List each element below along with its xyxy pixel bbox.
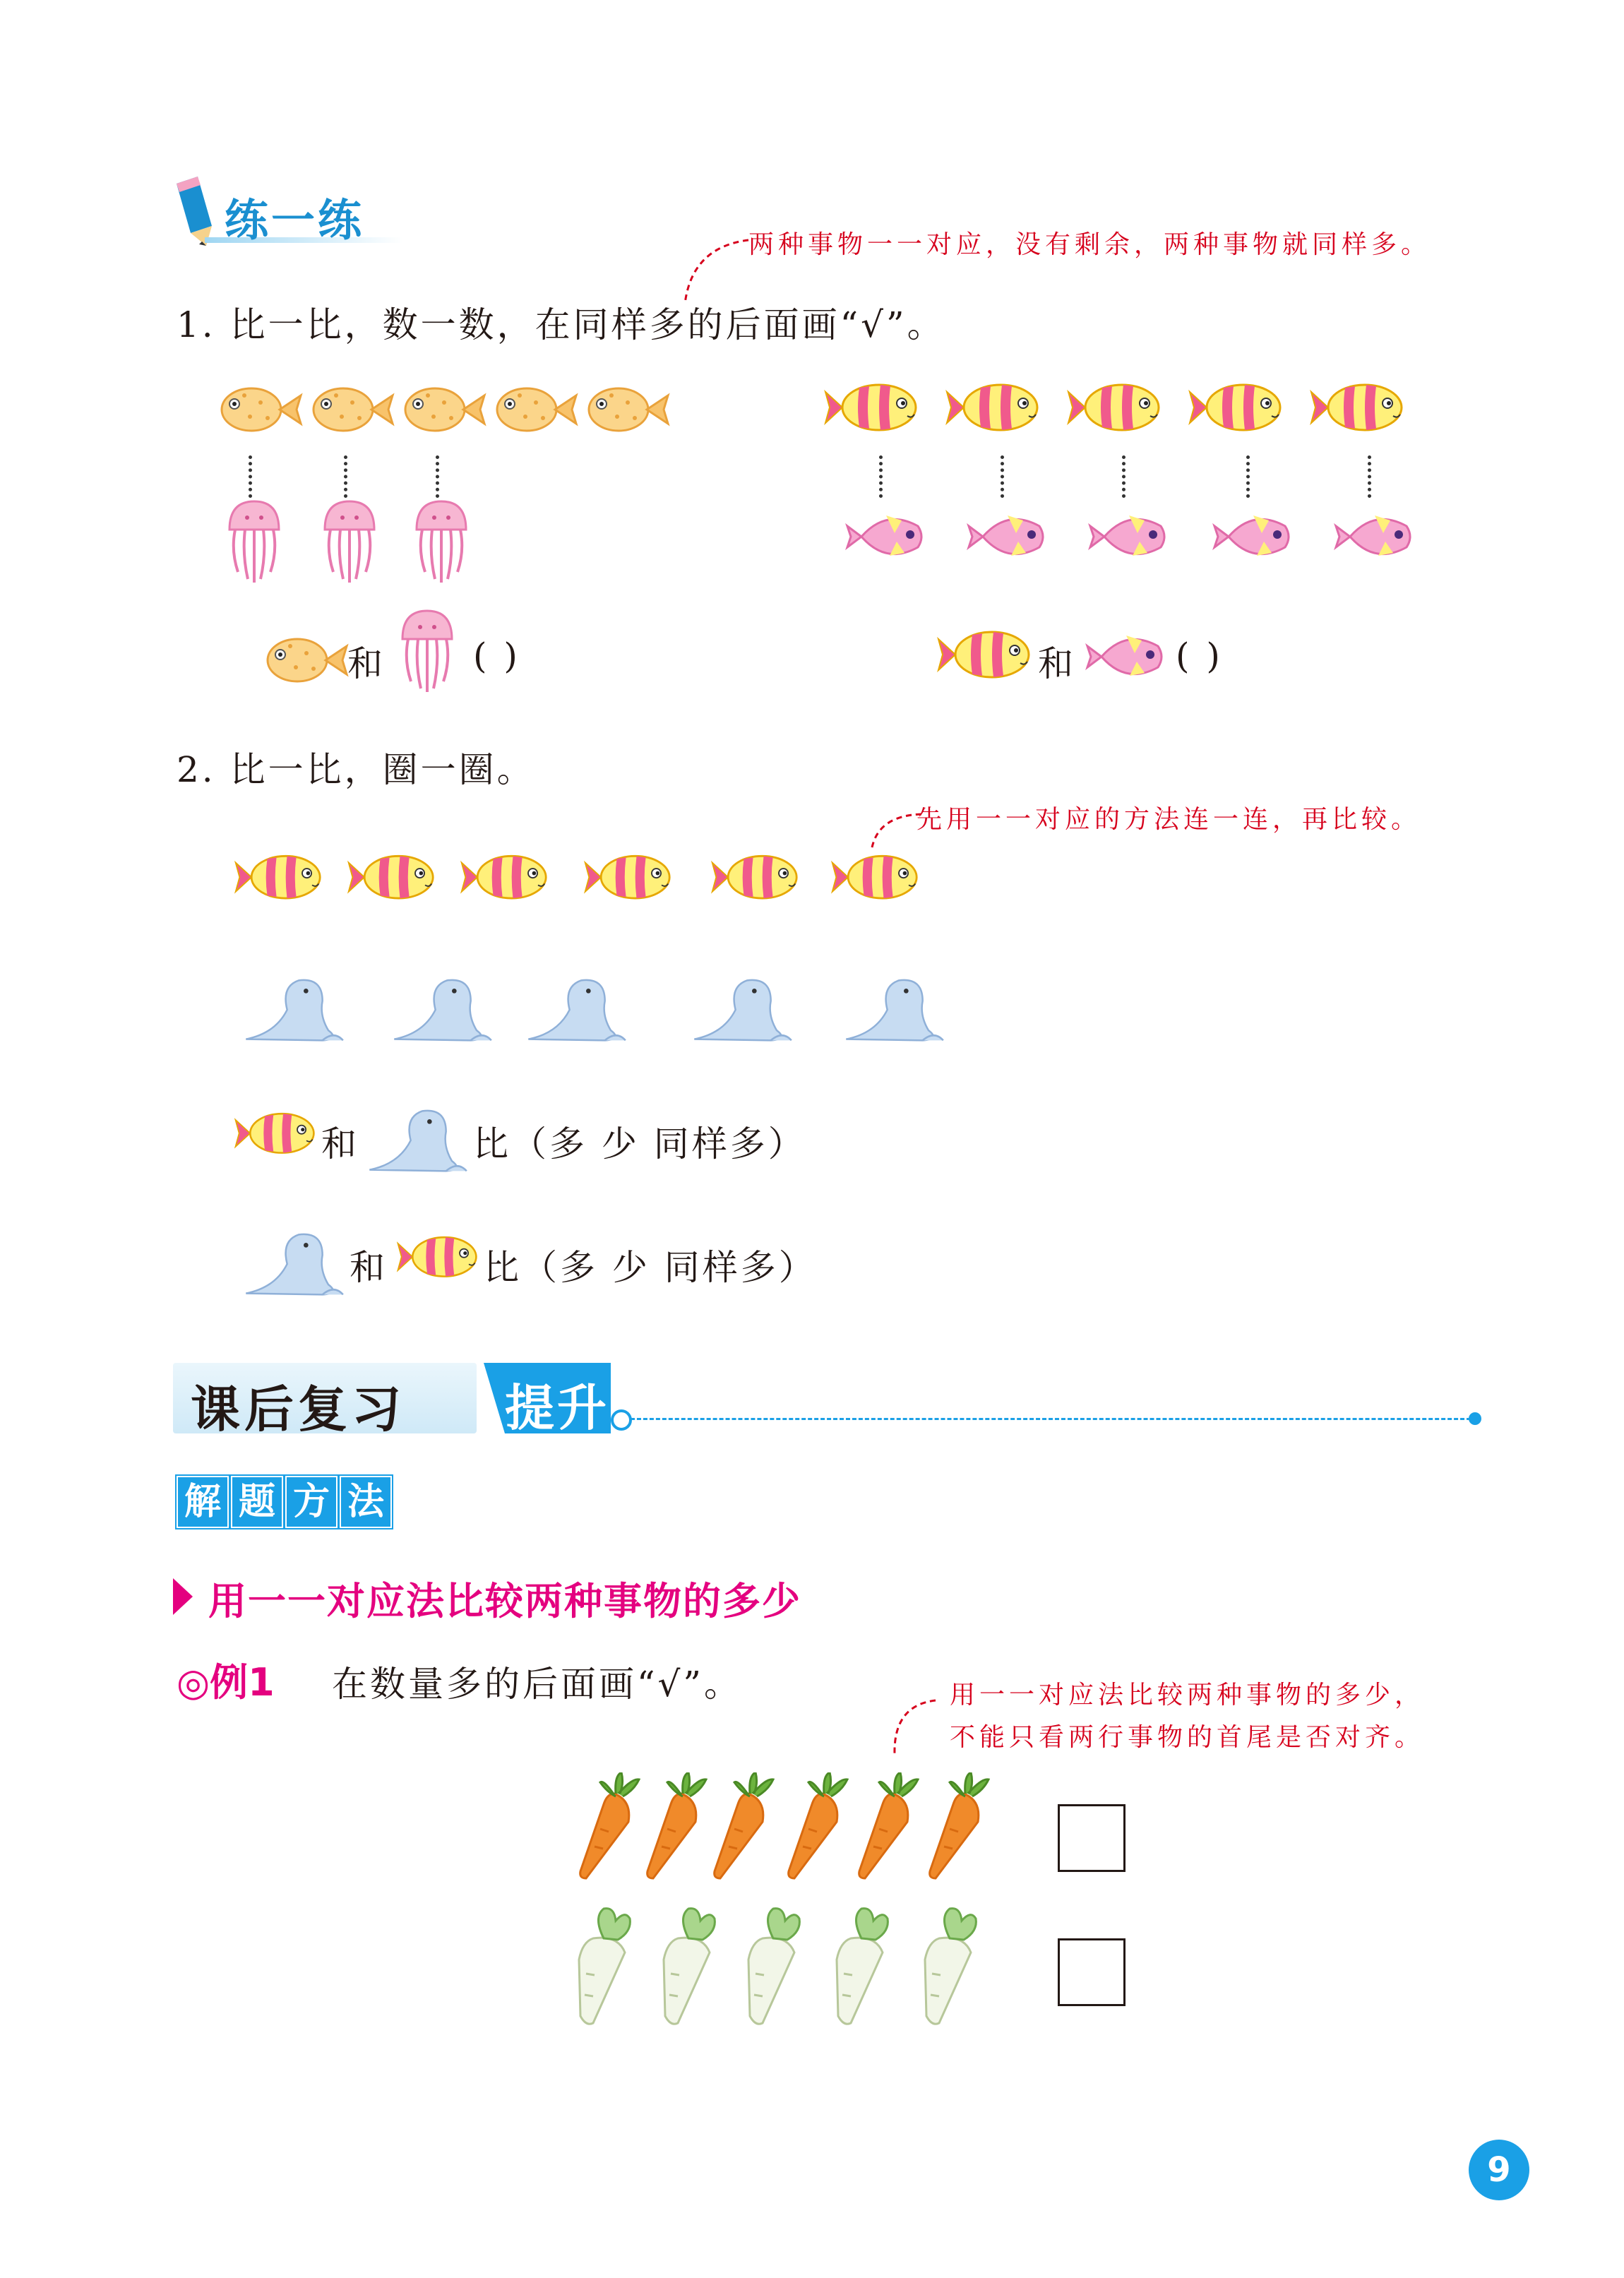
compare-options-1[interactable]: 比（多 少 同样多） xyxy=(473,1123,806,1164)
striped-fish xyxy=(459,847,558,911)
jellyfish xyxy=(318,498,385,586)
page-number: 9 xyxy=(1469,2140,1529,2200)
striped-fish xyxy=(830,847,929,911)
seal xyxy=(240,967,346,1052)
match-dots-right xyxy=(879,455,1387,498)
striped-fish xyxy=(1187,378,1293,441)
puffer-fish xyxy=(579,381,671,445)
striped-fish xyxy=(233,847,332,911)
radish xyxy=(565,1903,635,2030)
striped-fish xyxy=(346,847,445,911)
and-label-q2b: 和 xyxy=(350,1247,388,1288)
angelfish-row xyxy=(844,505,1451,576)
banner-circle xyxy=(611,1409,632,1431)
carrot xyxy=(706,1772,777,1885)
carrot xyxy=(851,1772,921,1885)
radish xyxy=(823,1903,893,2030)
review-title: 课后复习 xyxy=(191,1380,405,1438)
boost-title: 提升 xyxy=(505,1379,609,1437)
pencil-icon xyxy=(169,177,226,247)
jellyfish-small xyxy=(395,607,462,696)
q2-seal-row xyxy=(240,967,946,1059)
practice-title: 练一练 xyxy=(225,194,365,246)
angelfish xyxy=(1211,505,1296,568)
answer-paren-2[interactable]: ( ) xyxy=(1176,636,1223,676)
match-dots-left xyxy=(249,455,446,498)
method-char: 法 xyxy=(340,1476,392,1528)
striped-fish xyxy=(710,847,808,911)
example-text: 在数量多的后面画“√”。 xyxy=(332,1664,742,1705)
striped-fish xyxy=(944,378,1050,441)
carrot xyxy=(921,1772,992,1885)
seal xyxy=(840,967,946,1052)
seal-small xyxy=(364,1098,470,1183)
seal xyxy=(523,967,628,1052)
and-label-q2a: 和 xyxy=(321,1123,359,1164)
carrot-row xyxy=(572,1772,1010,1885)
review-banner xyxy=(173,1363,1486,1441)
striped-fish-small xyxy=(936,625,1041,688)
striped-fish xyxy=(1065,378,1171,441)
striped-fish xyxy=(583,847,681,911)
puffer-fish xyxy=(395,381,487,445)
jellyfish xyxy=(222,498,289,586)
topic-title: 用一一对应法比较两种事物的多少 xyxy=(208,1579,801,1623)
angelfish-small xyxy=(1084,625,1169,688)
answer-paren-1[interactable]: ( ) xyxy=(473,636,520,676)
note3-line1: 用一一对应法比较两种事物的多少， xyxy=(950,1681,1425,1710)
method-char: 解 xyxy=(177,1476,229,1528)
radish-row xyxy=(565,1903,1003,2037)
note3-leader xyxy=(886,1695,943,1758)
practice-header xyxy=(169,177,410,247)
compare-options-2[interactable]: 比（多 少 同样多） xyxy=(484,1247,817,1288)
angelfish xyxy=(1087,505,1171,568)
angelfish xyxy=(1332,505,1417,568)
angelfish xyxy=(844,505,929,568)
striped-fish xyxy=(1308,378,1414,441)
answer-box-radish[interactable] xyxy=(1058,1938,1126,2006)
method-char: 方 xyxy=(285,1476,338,1528)
seal xyxy=(388,967,494,1052)
answer-box-carrot[interactable] xyxy=(1058,1804,1126,1872)
q2-fish-row xyxy=(233,847,939,911)
radish xyxy=(650,1903,720,2030)
puffer-fish-small xyxy=(258,632,350,696)
and-label: 和 xyxy=(347,643,386,684)
and-label-right: 和 xyxy=(1038,643,1076,684)
carrot xyxy=(639,1772,710,1885)
striped-fish-row xyxy=(823,378,1444,448)
radish xyxy=(911,1903,981,2030)
carrot xyxy=(780,1772,851,1885)
puffer-fish xyxy=(487,381,579,445)
striped-fish-small xyxy=(233,1105,325,1165)
note1: 两种事物一一对应，没有剩余，两种事物就同样多。 xyxy=(748,230,1431,259)
note2: 先用一一对应的方法连一连，再比较。 xyxy=(917,805,1421,834)
example-label: ◎例1 xyxy=(177,1660,275,1705)
puffer-fish xyxy=(304,381,395,445)
jellyfish-row xyxy=(222,498,505,590)
topic-arrow-icon xyxy=(173,1578,193,1615)
seal-small xyxy=(240,1222,346,1306)
banner-end-dot xyxy=(1469,1412,1481,1425)
striped-fish-small xyxy=(395,1229,487,1289)
method-char: 题 xyxy=(231,1476,283,1528)
question-2: 2. 比一比，圈一圈。 xyxy=(177,749,535,790)
radish xyxy=(734,1903,805,2030)
puffer-fish xyxy=(212,381,304,445)
jellyfish xyxy=(410,498,477,586)
note3-line2: 不能只看两行事物的首尾是否对齐。 xyxy=(950,1723,1425,1752)
banner-dashed-line xyxy=(631,1418,1471,1420)
carrot xyxy=(572,1772,643,1885)
question-1: 1. 比一比，数一数，在同样多的后面画“√”。 xyxy=(177,304,945,345)
seal xyxy=(688,967,794,1052)
puffer-row xyxy=(212,381,692,445)
method-label xyxy=(177,1476,394,1528)
striped-fish xyxy=(823,378,929,441)
angelfish xyxy=(965,505,1050,568)
